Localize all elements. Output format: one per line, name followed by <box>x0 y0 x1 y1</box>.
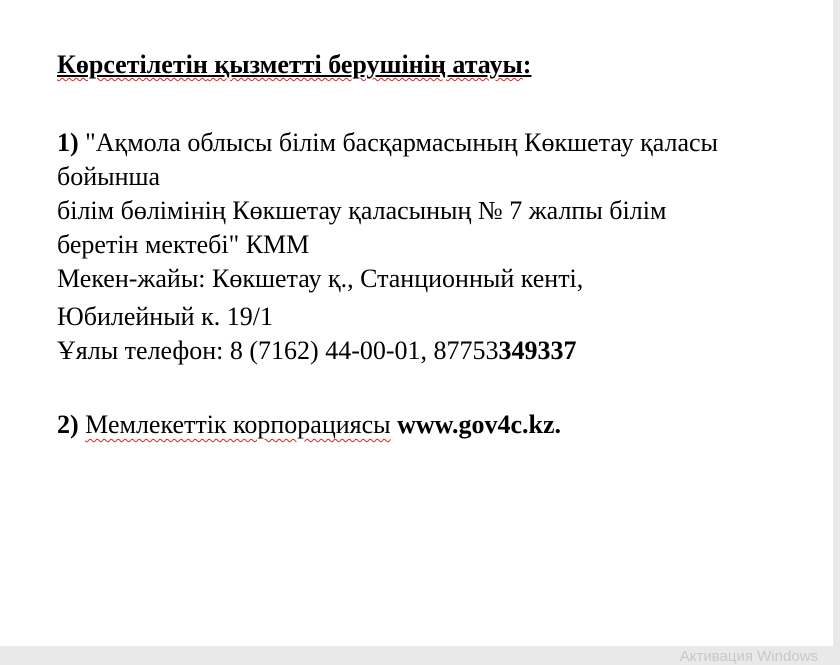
item-1-org-text-1: "Ақмола облысы білім басқармасының Көкшетау қаласы <box>78 128 719 157</box>
item-1-phone <box>57 334 817 368</box>
heading-word-rest: қызметті берушінің атауы <box>207 50 523 79</box>
item-2-line <box>57 408 817 442</box>
item-1-line-3: білім бөлімінің Көкшетау қаласының № 7 жалпы білім <box>57 196 667 225</box>
windows-activation-watermark: Активация Windows <box>679 648 818 665</box>
item-1-number: 1) <box>57 128 79 157</box>
heading-word-1: Көрсетілетін <box>57 50 208 79</box>
item-2-text: Мемлекеттік корпорациясы <box>85 410 391 439</box>
item-1-line-1 <box>57 126 817 160</box>
item-2-number: 2) <box>57 410 79 439</box>
item-1-line-4: беретін мектебі" КММ <box>57 230 310 259</box>
item-1-address-1: Мекен-жайы: Көкшетау қ., Станционный кенті, <box>57 264 584 293</box>
item-1-line-2: бойынша <box>57 162 161 191</box>
document-body <box>57 48 817 442</box>
phone-prefix: Ұялы телефон: 8 (7162) 44-00-01, 87753 <box>57 336 499 365</box>
heading-colon: : <box>522 50 532 79</box>
item-1-address-2: Юбилейный к. 19/1 <box>57 302 273 331</box>
phone-bold-digits: 349337 <box>498 336 577 365</box>
section-heading <box>57 48 817 82</box>
item-2-website: www.gov4c.kz. <box>397 410 562 439</box>
